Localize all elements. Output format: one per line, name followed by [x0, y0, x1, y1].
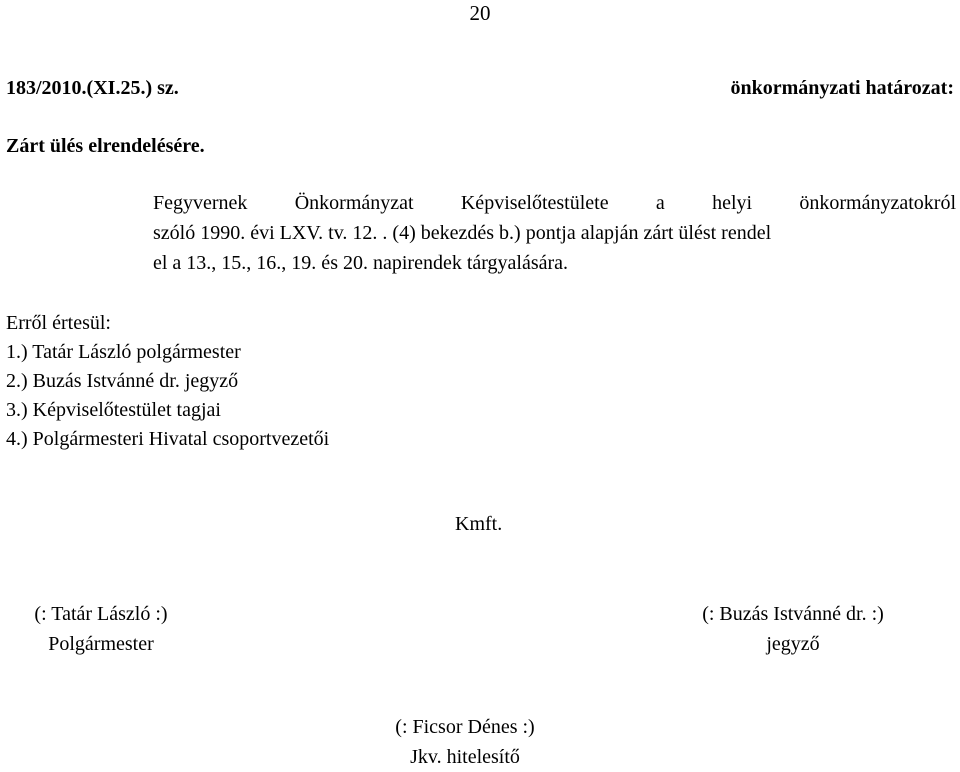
signatory-title: Jkv. hitelesítő: [410, 746, 520, 768]
signatory-name: (: Tatár László :): [34, 603, 168, 625]
body-line: el a 13., 15., 16., 19. és 20. napirendek tárgyalására.: [153, 252, 569, 274]
resolution-body: [153, 188, 956, 278]
certifier-signature-block: [374, 712, 556, 772]
notification-item: 1.) Tatár László polgármester: [6, 341, 241, 363]
notification-heading: Erről értesül:: [6, 312, 111, 334]
page-number: 20: [469, 1, 491, 25]
body-line: Fegyvernek Önkormányzat Képviselőtestülete a helyi önkormányzatokról: [153, 192, 956, 214]
body-line: szóló 1990. évi LXV. tv. 12. . (4) bekezdés b.) pontja alapján zárt ülést rendel: [153, 222, 772, 244]
notification-item: 4.) Polgármesteri Hivatal csoportvezetői: [6, 428, 330, 450]
signatory-title: jegyző: [766, 633, 820, 655]
signatory-title: Polgármester: [48, 633, 154, 655]
notification-item: 2.) Buzás Istvánné dr. jegyző: [6, 370, 239, 392]
notification-item: 3.) Képviselőtestület tagjai: [6, 399, 221, 421]
kmft-label: Kmft.: [455, 513, 503, 535]
resolution-type: önkormányzati határozat:: [730, 77, 954, 99]
notary-signature-block: [676, 599, 910, 659]
resolution-number: 183/2010.(XI.25.) sz.: [6, 77, 179, 99]
resolution-subject: Zárt ülés elrendelésére.: [6, 135, 205, 157]
mayor-signature-block: [6, 599, 196, 659]
notification-list: [6, 309, 329, 454]
signatory-name: (: Buzás Istvánné dr. :): [702, 603, 884, 625]
signatory-name: (: Ficsor Dénes :): [395, 716, 535, 738]
